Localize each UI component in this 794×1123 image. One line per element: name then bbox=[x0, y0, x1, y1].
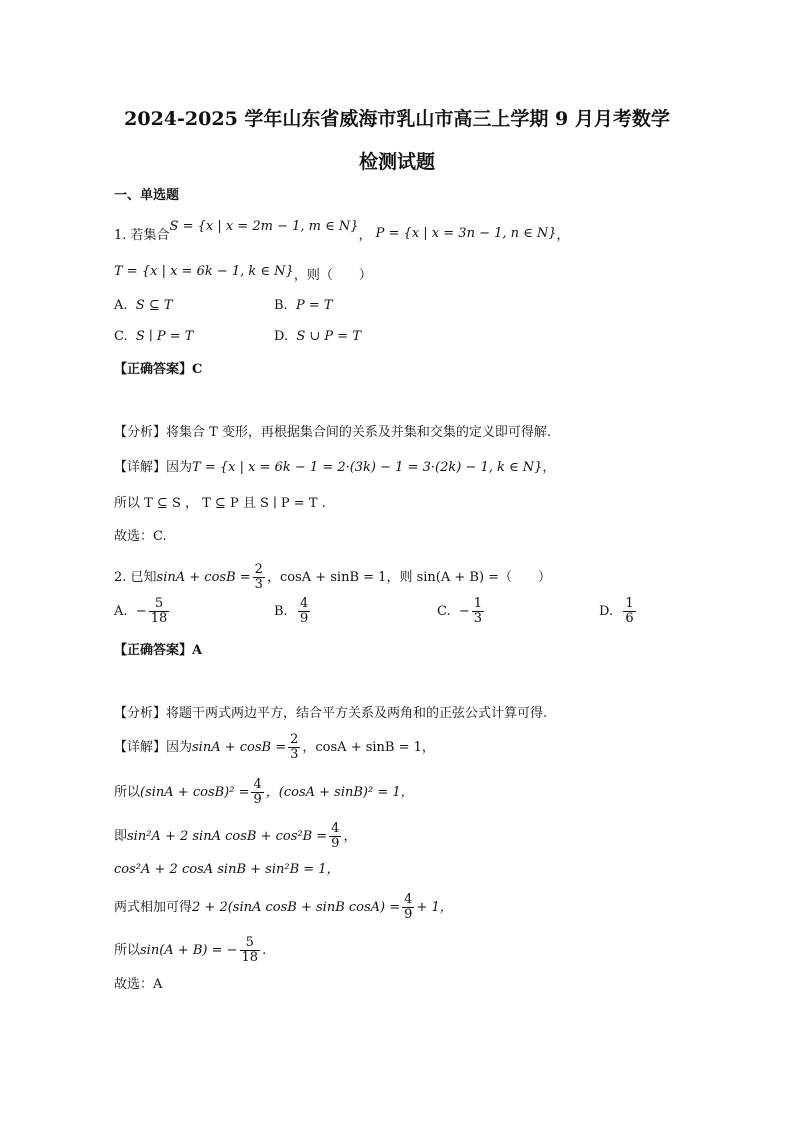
q1-option-b: B. P = T bbox=[274, 298, 333, 313]
q2-option-b: B. $\frac{4}{9}$ bbox=[274, 596, 309, 626]
q1-comma1: ， bbox=[358, 228, 372, 243]
q2-detail-line4: cos²A + 2 cosA sinB + sin²B = 1， bbox=[114, 862, 340, 877]
q1-stem-line2 bbox=[114, 266, 372, 286]
q1-stem-suffix: ，则（ ） bbox=[293, 268, 372, 283]
q2-detail-line5: 两式相加可得2 + 2(sinA cosB + sinB cosA) = $\frac{4}{9}$ + 1， bbox=[114, 892, 453, 922]
q2-detail-line1: 【详解】因为sinA + cosB = $\frac{2}{3}$ ，cosA + sinB = 1， bbox=[114, 732, 435, 762]
q1-conclusion: 所以 T ⊆ S ， T ⊆ P 且 S ∣ P = T . bbox=[114, 496, 326, 511]
q1-answer: 【正确答案】C bbox=[114, 362, 203, 377]
q2-eq2: ，cosA + sinB = 1，则 sin(A + B) =（ ） bbox=[266, 570, 552, 585]
q1-detail-prefix: 【详解】因为 bbox=[114, 460, 193, 475]
q1-option-d: D. S ∪ P = T bbox=[274, 329, 361, 344]
doc-title-line1: 2024-2025 学年山东省威海市乳山市高三上学期 9 月月考数学 bbox=[124, 108, 670, 130]
q2-eq1-left: sinA + cosB = bbox=[156, 570, 251, 585]
q1-set-s: S = {x | x = 2m − 1, m ∈ N} bbox=[169, 219, 359, 234]
q1-stem-line1 bbox=[114, 219, 570, 246]
q2-stem-prefix: 2. 已知 bbox=[114, 570, 157, 585]
q2-option-c: C. − $\frac{1}{3}$ bbox=[437, 596, 483, 626]
section-heading: 一、单选题 bbox=[114, 188, 180, 203]
doc-title-line2: 检测试题 bbox=[358, 151, 435, 173]
q1-set-p: P = {x | x = 3n − 1, n ∈ N} bbox=[375, 226, 557, 241]
q1-detail-suffix: ， bbox=[542, 460, 556, 475]
q2-option-a: A. − $\frac{5}{18}$ bbox=[114, 596, 168, 626]
q2-detail-line3: 即sin²A + 2 sinA cosB + cos²B = $\frac{4}{9}$ ， bbox=[114, 821, 357, 851]
q2-analysis: 【分析】将题干两式两边平方，结合平方关系及两角和的正弦公式计算可得. bbox=[114, 706, 548, 721]
q1-option-c: C. S ∣ P = T bbox=[114, 329, 194, 344]
q1-analysis: 【分析】将集合 T 变形，再根据集合间的关系及并集和交集的定义即可得解. bbox=[114, 425, 552, 440]
q1-choose: 故选：C. bbox=[114, 529, 167, 544]
q2-choose: 故选：A bbox=[114, 977, 163, 992]
q2-option-d: D. $\frac{1}{6}$ bbox=[599, 596, 634, 626]
q1-option-a: A. S ⊆ T bbox=[114, 298, 173, 313]
q1-detail-math: T = {x | x = 6k − 1 = 2·(3k) − 1 = 3·(2k) − 1, k ∈ N} bbox=[192, 460, 543, 475]
q1-stem-prefix: 1. 若集合 bbox=[114, 228, 170, 243]
q2-eq1-fraction: $\frac{2}{3}$ bbox=[254, 562, 263, 592]
q1-comma2: ， bbox=[556, 228, 570, 243]
q1-detail bbox=[114, 458, 555, 478]
q2-answer: 【正确答案】A bbox=[114, 643, 203, 658]
q2-stem bbox=[114, 563, 551, 592]
q1-set-t: T = {x | x = 6k − 1, k ∈ N} bbox=[114, 264, 294, 279]
q2-detail-line6: 所以sin(A + B) = − $\frac{5}{18}$ . bbox=[114, 935, 267, 965]
q2-detail-line2: 所以(sinA + cosB)² = $\frac{4}{9}$ ，(cosA + sinB)² = 1， bbox=[114, 777, 414, 807]
